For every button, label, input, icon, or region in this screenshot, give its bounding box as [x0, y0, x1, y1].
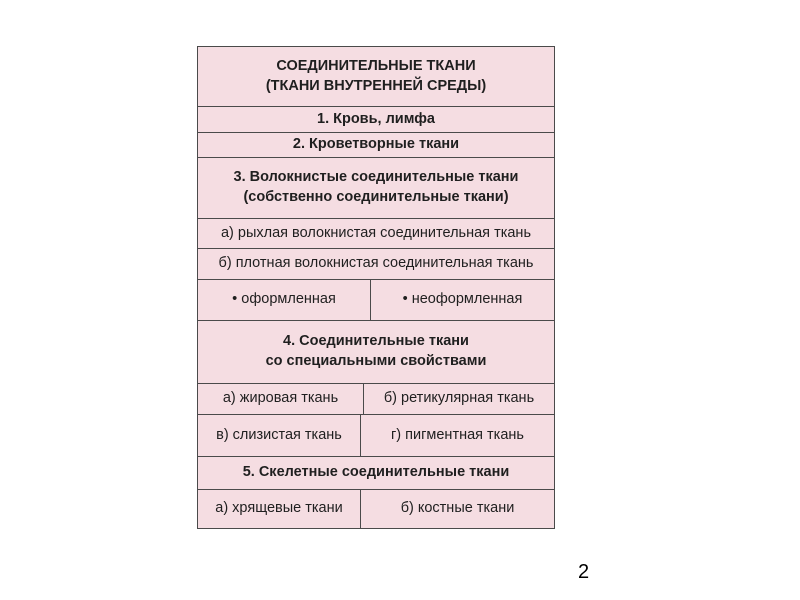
table-title-row [198, 47, 554, 106]
table-row [198, 456, 554, 489]
table-row [198, 218, 554, 248]
blood-lymph-cell: 1. Кровь, лимфа [317, 110, 435, 127]
connective-tissue-table [197, 46, 555, 529]
mucous-tissue-cell: в) слизистая ткань [216, 426, 342, 443]
cartilage-tissue-cell: а) хрящевые ткани [215, 500, 343, 517]
table-row [198, 157, 554, 218]
bone-tissue-cell: б) костные ткани [360, 490, 554, 528]
table-row [198, 106, 554, 132]
special-tissue-header: 4. Соединительные ткани со специальными свойствами [265, 333, 487, 369]
table-title: СОЕДИНИТЕЛЬНЫЕ ТКАНИ (ТКАНИ ВНУТРЕННЕЙ СРЕДЫ) [265, 57, 487, 94]
loose-fibrous-tissue-cell: а) рыхлая волокнистая соединительная ткань [220, 224, 531, 241]
reticular-tissue-cell: б) ретикулярная ткань [363, 384, 554, 414]
table-row [198, 489, 554, 528]
table-row [198, 132, 554, 157]
table-row [198, 248, 554, 279]
pigment-tissue-cell: г) пигментная ткань [360, 415, 554, 456]
regular-dense-cell: • оформленная [232, 291, 336, 308]
irregular-dense-cell: • неоформленная [370, 280, 554, 320]
table-row [198, 320, 554, 383]
table-row [198, 279, 554, 320]
dense-fibrous-tissue-cell: б) плотная волокнистая соединительная ткань [218, 255, 534, 272]
adipose-tissue-cell: а) жировая ткань [222, 390, 339, 407]
page-number: 2 [578, 561, 590, 583]
table-row [198, 414, 554, 456]
fibrous-tissue-header: 3. Волокнистые соединительные ткани (собственно соединительные ткани) [233, 169, 519, 205]
skeletal-tissue-header: 5. Скелетные соединительные ткани [242, 464, 510, 481]
table-row [198, 383, 554, 414]
hematopoietic-tissue-cell: 2. Кроветворные ткани [292, 136, 460, 153]
